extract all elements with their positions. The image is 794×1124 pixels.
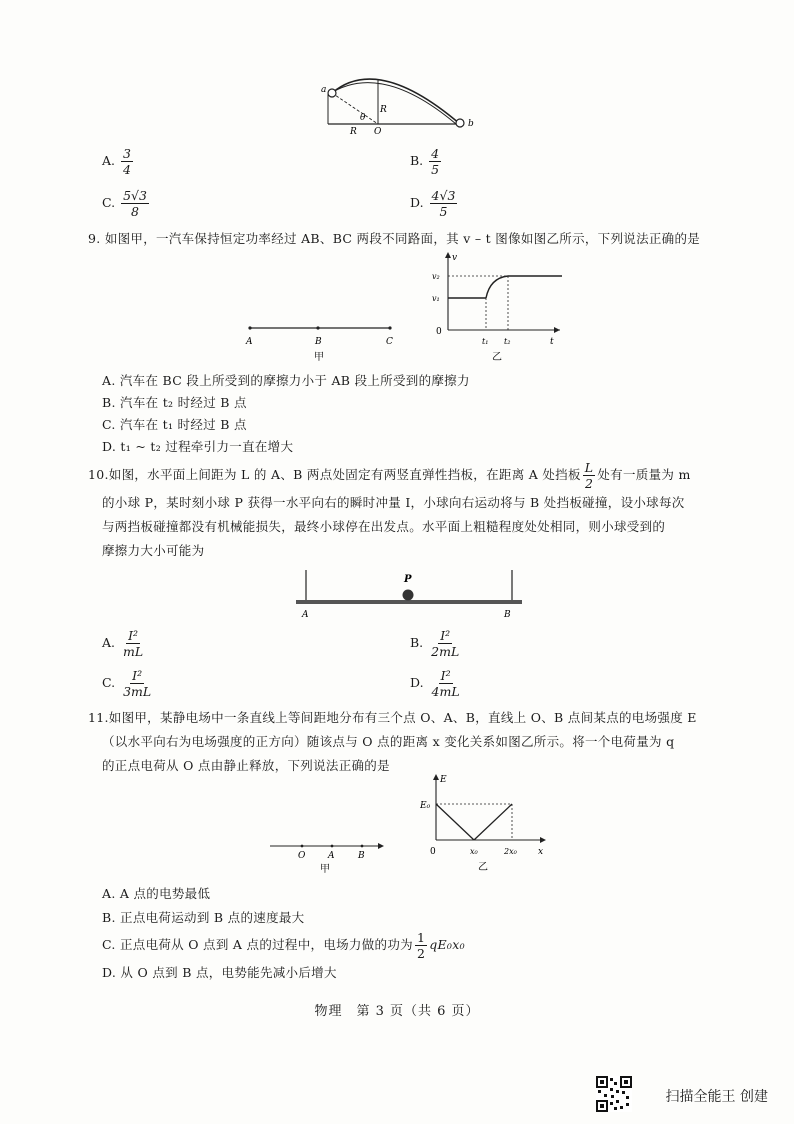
q10-fig-P: P [404, 574, 412, 585]
q9-figure-yi-vt-graph [426, 246, 576, 366]
q10-option-b[interactable] [410, 628, 463, 659]
q10-number: 10. [88, 467, 109, 482]
q10-fig-B: B [504, 610, 511, 620]
q11-jia-A: A [328, 851, 335, 861]
q8-option-c-fraction [121, 188, 149, 219]
q9-yi-t1: t₁ [482, 337, 489, 346]
q11-line2: （以水平向右为电场强度的正方向）随该点与 O 点的距离 x 变化关系如图乙所示。将一个电荷量为 q [102, 734, 675, 749]
q10-option-d[interactable] [410, 668, 464, 699]
q10-option-c-num: I² [132, 668, 143, 683]
q9-jia-A: A [246, 337, 253, 347]
q9-option-c[interactable]: C. 汽车在 t₁ 时经过 B 点 [102, 417, 247, 432]
q8-option-d-fraction [430, 188, 458, 219]
q11-yi-2x0: 2x₀ [504, 847, 517, 856]
q11-figure-yi-E-x-graph [420, 768, 560, 880]
q10-option-c-letter: C. [102, 675, 116, 690]
q8-option-a-letter: A. [102, 153, 116, 168]
q11-figure-jia [266, 836, 396, 876]
q10-option-c[interactable] [102, 668, 155, 699]
q9-number: 9. [88, 231, 101, 246]
q10-option-d-letter: D. [410, 675, 424, 690]
q9-yi-t: t [550, 337, 554, 347]
q10-option-a-letter: A. [102, 635, 116, 650]
q11-line1: 如图甲，某静电场中一条直线上等间距地分布有三个点 O、A、B，直线上 O、B 点间某点的电场强度 E [108, 710, 697, 725]
q8-option-b[interactable] [410, 146, 443, 177]
q8-semicircle-figure [318, 74, 478, 140]
q11-yi-E: E [440, 775, 447, 785]
q10-line2: 的小球 P，某时刻小球 P 获得一水平向右的瞬时冲量 I，小球向右运动将与 B 处挡板碰撞，设小球每次 [102, 495, 685, 510]
q11-line3: 的正点电荷从 O 点由静止释放，下列说法正确的是 [102, 758, 390, 773]
q11-yi-x0: x₀ [470, 847, 478, 856]
q8-option-d-num: 4√3 [431, 188, 456, 203]
q8-option-c-num: 5√3 [123, 188, 147, 203]
q11-jia-B: B [358, 851, 365, 861]
q8-label-O: O [374, 127, 382, 137]
q9-stem [88, 228, 718, 250]
q9-stem-text: 如图甲，一汽车保持恒定功率经过 AB、BC 两段不同路面，其 v – t 图像如图乙所示，下列说法正确的是 [104, 231, 701, 246]
q11-option-c-fraction [415, 930, 427, 961]
q11-yi-x: x [538, 847, 544, 857]
q8-label-a: a [321, 85, 327, 95]
page-footer: 物理 第 3 页（共 6 页） [314, 1004, 480, 1019]
qr-code-icon [596, 1076, 632, 1112]
q9-options [102, 370, 732, 458]
q9-figure-jia [238, 316, 408, 366]
q8-option-b-letter: B. [410, 153, 424, 168]
q11-option-c-expr: qE₀x₀ [429, 937, 465, 952]
q11-yi-zero: 0 [430, 847, 436, 857]
q11-jia-O: O [298, 851, 306, 861]
q10-fig-A: A [302, 610, 309, 620]
q9-yi-zero: 0 [436, 327, 442, 337]
q11-yi-caption: 乙 [478, 862, 488, 873]
q10-frac-den: 2 [584, 476, 594, 491]
q8-label-R-horiz: R [350, 127, 357, 137]
q11-option-d[interactable]: D. 从 O 点到 B 点，电势能先减小后增大 [102, 965, 337, 980]
q10-option-a-num: I² [128, 628, 139, 643]
q10-option-c-den: 3mL [123, 684, 152, 699]
q10-line1-a: 如图，水平面上间距为 L 的 A、B 两点处固定有两竖直弹性挡板，在距离 A 处挡板 [108, 467, 581, 482]
q10-stem [88, 460, 718, 563]
q10-option-d-num: I² [440, 668, 451, 683]
q9-option-d[interactable]: D. t₁ ~ t₂ 过程牵引力一直在增大 [102, 439, 294, 454]
q8-option-a-den: 4 [123, 162, 131, 177]
q9-yi-v: v [452, 253, 458, 263]
q10-frac-num: L [584, 460, 594, 475]
q9-jia-B: B [315, 337, 322, 347]
q9-yi-v1: v₁ [432, 294, 440, 303]
q10-option-b-fraction [429, 628, 461, 659]
q11-jia-caption: 甲 [320, 864, 330, 875]
q8-option-d-letter: D. [410, 195, 424, 210]
q11-option-c-num: 1 [416, 930, 426, 945]
q9-jia-caption: 甲 [314, 352, 324, 363]
q11-option-c-den: 2 [416, 946, 426, 961]
q11-options [102, 882, 732, 985]
q11-option-c[interactable] [102, 930, 732, 961]
q8-option-a-num: 3 [123, 146, 131, 161]
q8-option-b-fraction [429, 146, 441, 177]
q8-option-d[interactable] [410, 188, 459, 219]
q10-option-d-den: 4mL [431, 684, 460, 699]
q10-fraction-L-2 [583, 460, 596, 491]
q8-option-c[interactable] [102, 188, 151, 219]
q8-option-c-letter: C. [102, 195, 116, 210]
q8-option-c-den: 8 [131, 204, 139, 219]
q10-line1-b: 处有一质量为 m [597, 467, 691, 482]
q8-label-theta: θ [360, 113, 366, 123]
q10-option-d-fraction [430, 668, 462, 699]
q11-number: 11. [88, 710, 109, 725]
q10-option-a-fraction [121, 628, 145, 659]
q10-line3: 与两挡板碰撞都没有机械能损失，最终小球停在出发点。水平面上粗糙程度处处相同，则小球受到的 [102, 519, 666, 534]
q8-option-b-num: 4 [431, 146, 440, 161]
q10-line4: 摩擦力大小可能为 [102, 543, 205, 558]
q11-option-a[interactable]: A. A 点的电势最低 [102, 886, 211, 901]
q9-jia-C: C [386, 337, 393, 347]
q8-label-R-vert: R [380, 105, 387, 115]
q10-option-b-num: I² [440, 628, 451, 643]
q9-yi-t2: t₂ [504, 337, 511, 346]
scanner-watermark: 扫描全能王 创建 [665, 1089, 768, 1105]
q10-option-a-den: mL [123, 644, 144, 659]
q8-option-a-fraction [121, 146, 133, 177]
q11-option-c-text: C. 正点电荷从 O 点到 A 点的过程中，电场力做的功为 [102, 937, 413, 952]
q11-option-b[interactable]: B. 正点电荷运动到 B 点的速度最大 [102, 910, 305, 925]
q9-yi-v2: v₂ [432, 272, 440, 281]
q9-option-a[interactable]: A. 汽车在 BC 段上所受到的摩擦力小于 AB 段上所受到的摩擦力 [102, 373, 470, 388]
q8-label-b: b [468, 119, 474, 129]
q10-option-b-letter: B. [410, 635, 424, 650]
q8-option-b-den: 5 [431, 162, 440, 177]
q11-yi-E0: E₀ [420, 801, 431, 811]
q10-option-b-den: 2mL [431, 644, 460, 659]
q10-option-c-fraction [121, 668, 153, 699]
q11-stem [88, 706, 718, 778]
q8-option-d-den: 5 [439, 204, 448, 219]
q8-option-a[interactable] [102, 146, 135, 177]
q9-yi-caption: 乙 [492, 352, 502, 363]
q9-option-b[interactable]: B. 汽车在 t₂ 时经过 B 点 [102, 395, 247, 410]
q10-figure [294, 568, 524, 622]
q10-option-a[interactable] [102, 628, 147, 659]
